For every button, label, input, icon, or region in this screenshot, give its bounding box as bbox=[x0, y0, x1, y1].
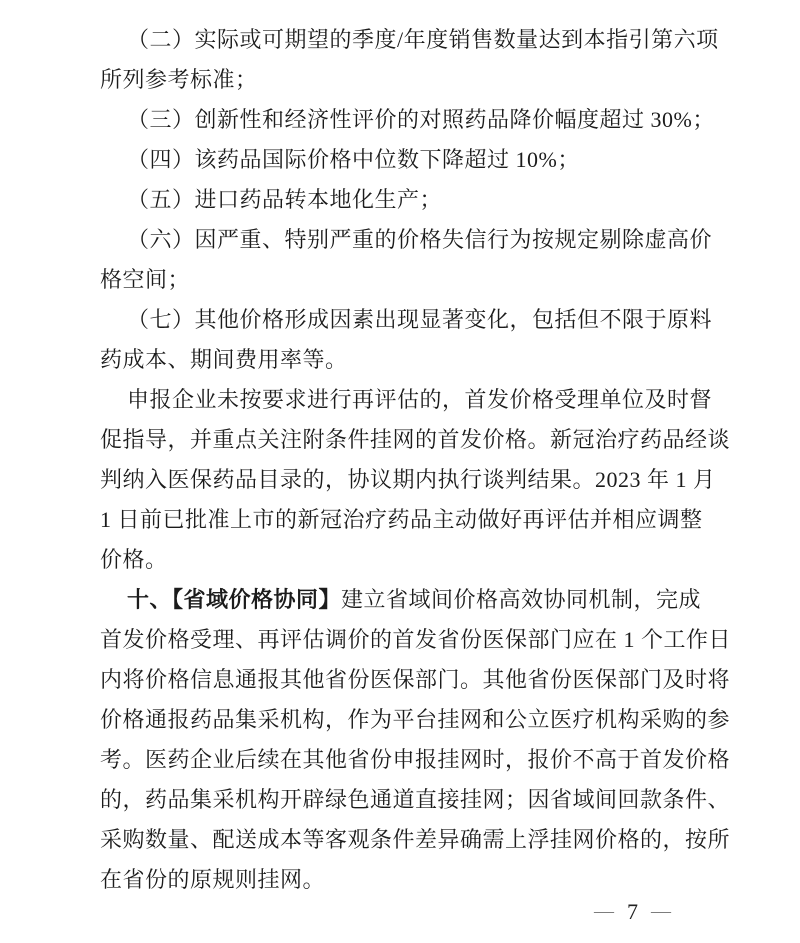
page-footer bbox=[594, 899, 671, 925]
body-text-line bbox=[100, 300, 747, 340]
body-text-segment: 所列参考标准； bbox=[100, 67, 258, 92]
body-text-line bbox=[100, 140, 747, 180]
body-text-line bbox=[100, 700, 731, 740]
body-text-segment: （七）其他价格形成因素出现显著变化，包括但不限于原料 bbox=[127, 307, 713, 332]
body-text-line bbox=[100, 500, 720, 540]
body-text-line bbox=[100, 860, 720, 900]
body-text-line bbox=[100, 60, 720, 100]
body-text-segment: 采购数量、配送成本等客观条件差异确需上浮挂网价格的，按所 bbox=[100, 827, 731, 852]
body-text-segment: 在省份的原规则挂网。 bbox=[100, 867, 326, 892]
body-text-line bbox=[100, 260, 720, 300]
page-number-right-dash: — bbox=[651, 899, 671, 922]
section-heading: 十、【省域价格协同】 bbox=[127, 587, 342, 612]
body-text-line bbox=[100, 460, 720, 500]
body-text-line bbox=[100, 340, 720, 380]
body-text-segment: （三）创新性和经济性评价的对照药品降价幅度超过 30%； bbox=[127, 107, 715, 132]
body-text-line bbox=[100, 540, 720, 580]
body-text-line bbox=[100, 420, 731, 460]
body-text-segment: 价格通报药品集采机构，作为平台挂网和公立医疗机构采购的参 bbox=[100, 707, 731, 732]
body-text-line bbox=[100, 180, 747, 220]
body-text-line bbox=[100, 620, 732, 660]
body-text-line bbox=[100, 580, 747, 620]
page-number: 7 bbox=[627, 899, 638, 924]
body-text-line bbox=[100, 220, 747, 260]
body-text-line bbox=[100, 740, 731, 780]
body-text-segment: 判纳入医保药品目录的，协议期内执行谈判结果。2023 年 1 月 bbox=[100, 467, 716, 492]
body-text-segment: （五）进口药品转本地化生产； bbox=[127, 187, 443, 212]
page-number-left-dash: — bbox=[594, 899, 614, 922]
body-text-segment: 建立省域间价格高效协同机制，完成 bbox=[341, 587, 702, 612]
body-text-segment: （四）该药品国际价格中位数下降超过 10%； bbox=[127, 147, 580, 172]
body-text-line bbox=[100, 100, 747, 140]
body-text-segment: 1 日前已批准上市的新冠治疗药品主动做好再评估并相应调整 bbox=[100, 507, 703, 532]
body-text-segment: 的，药品集采机构开辟绿色通道直接挂网；因省域间回款条件、 bbox=[100, 787, 731, 812]
body-text-line bbox=[100, 20, 747, 60]
body-text-segment: 价格。 bbox=[100, 547, 168, 572]
body-text-segment: 首发价格受理、再评估调价的首发省份医保部门应在 1 个工作日 bbox=[100, 627, 732, 652]
body-text-segment: 药成本、期间费用率等。 bbox=[100, 347, 348, 372]
body-text-segment: 促指导，并重点关注附条件挂网的首发价格。新冠治疗药品经谈 bbox=[100, 427, 731, 452]
body-text-segment: 格空间； bbox=[100, 267, 191, 292]
body-text-line bbox=[100, 380, 747, 420]
body-text-line bbox=[100, 820, 731, 860]
body-text-line bbox=[100, 660, 731, 700]
body-text-segment: （二）实际或可期望的季度/年度销售数量达到本指引第六项 bbox=[127, 27, 719, 52]
body-text-line bbox=[100, 780, 731, 820]
body-text-segment: 申报企业未按要求进行再评估的，首发价格受理单位及时督 bbox=[127, 387, 713, 412]
body-text-segment: （六）因严重、特别严重的价格失信行为按规定剔除虚高价 bbox=[127, 227, 713, 252]
body-text-segment: 考。医药企业后续在其他省份申报挂网时，报价不高于首发价格 bbox=[100, 747, 731, 772]
body-text-segment: 内将价格信息通报其他省份医保部门。其他省份医保部门及时将 bbox=[100, 667, 731, 692]
